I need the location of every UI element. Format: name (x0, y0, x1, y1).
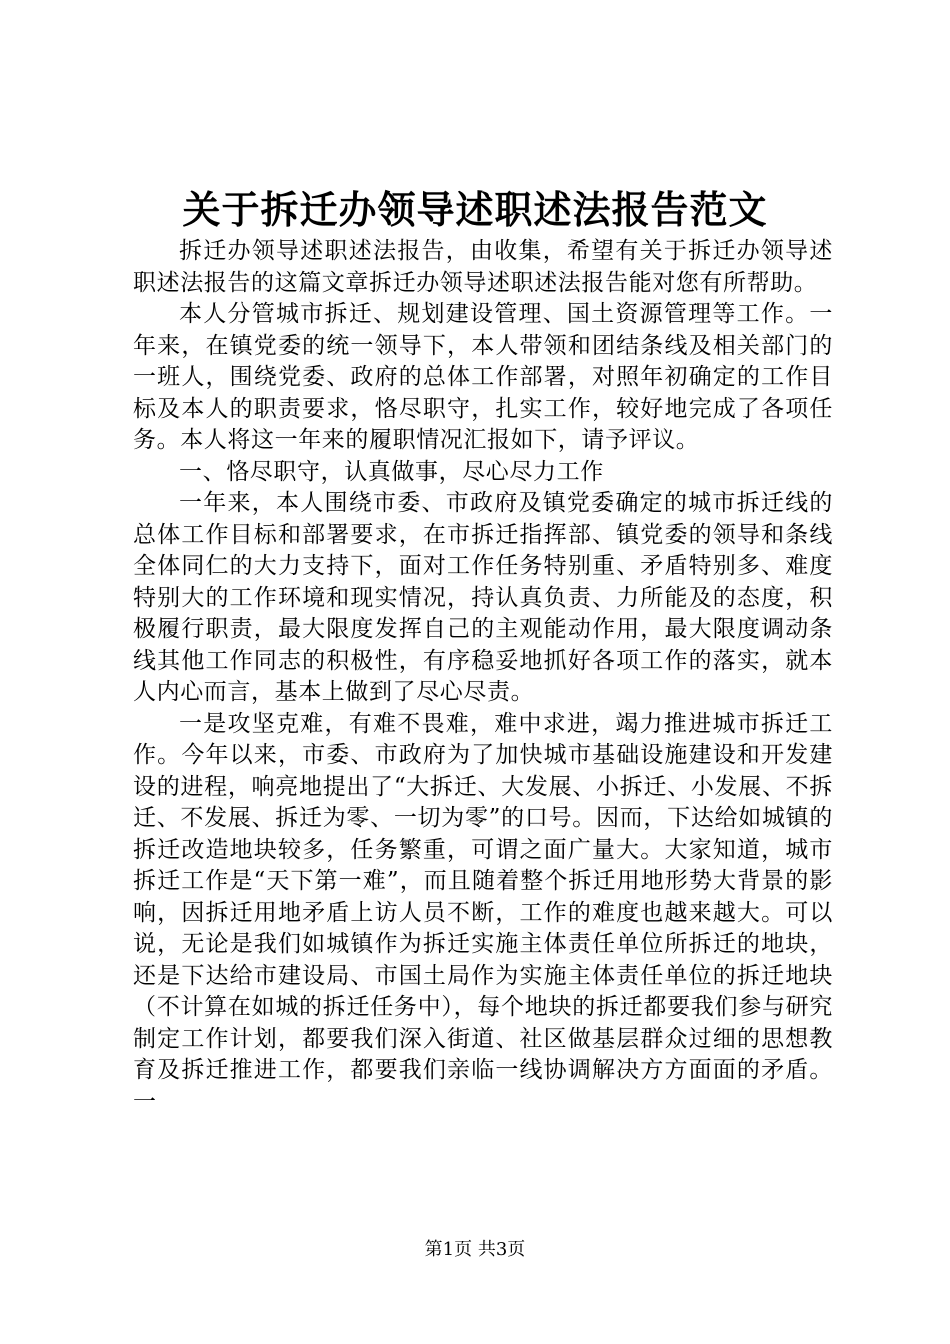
page-footer: 第1页 共3页 (424, 1239, 526, 1260)
paragraph-intro: 拆迁办领导述职述法报告，由收集，希望有关于拆迁办领导述职述法报告的这篇文章拆迁办领导述职述法报告能对您有所帮助。 (133, 238, 833, 296)
paragraph-summary: 一年来，本人围绕市委、市政府及镇党委确定的城市拆迁线的总体工作目标和部署要求，在市拆迁指挥部、镇党委的领导和条线全体同仁的大力支持下，面对工作任务特别重、矛盾特别多、难度特别大的工作环境和现实情况，持认真负责、力所能及的态度，积极履行职责，最大限度发挥自己的主观能动作用，最大限度调动条线其他工作同志的积极性，有序稳妥地抓好各项工作的落实，就本人内心而言，基本上做到了尽心尽责。 (133, 490, 833, 705)
paragraph-overview: 本人分管城市拆迁、规划建设管理、国土资源管理等工作。一年来，在镇党委的统一领导下，本人带领和团结条线及相关部门的一班人，围绕党委、政府的总体工作部署，对照年初确定的工作目标及本人的职责要求，恪尽职守，扎实工作，较好地完成了各项任务。本人将这一年来的履职情况汇报如下，请予评议。 (133, 301, 833, 453)
section-heading: 一、恪尽职守，认真做事，尽心尽力工作 (179, 458, 604, 485)
document-body (133, 236, 833, 1118)
paragraph-demolition: 一是攻坚克难，有难不畏难，难中求进，竭力推进城市拆迁工作。今年以来，市委、市政府为了加快城市基础设施建设和开发建设的进程，响亮地提出了“大拆迁、大发展、小拆迁、小发展、不拆迁、不发展、拆迁为零、一切为零”的口号。因而，下达给如城镇的拆迁改造地块较多，任务繁重，可谓之面广量大。大家知道，城市拆迁工作是“天下第一难”，而且随着整个拆迁用地形势大背景的影响，因拆迁用地矛盾上访人员不断，工作的难度也越来越大。可以说，无论是我们如城镇作为拆迁实施主体责任单位所拆迁的地块，还是下达给市建设局、市国土局作为实施主体责任单位的拆迁地块（不计算在如城的拆迁任务中），每个地块的拆迁都要我们参与研究制定工作计划，都要我们深入街道、社区做基层群众过细的思想教育及拆迁推进工作，都要我们亲临一线协调解决方方面面的矛盾。一 (133, 710, 833, 1115)
document-title: 关于拆迁办领导述职述法报告范文 (182, 188, 768, 232)
